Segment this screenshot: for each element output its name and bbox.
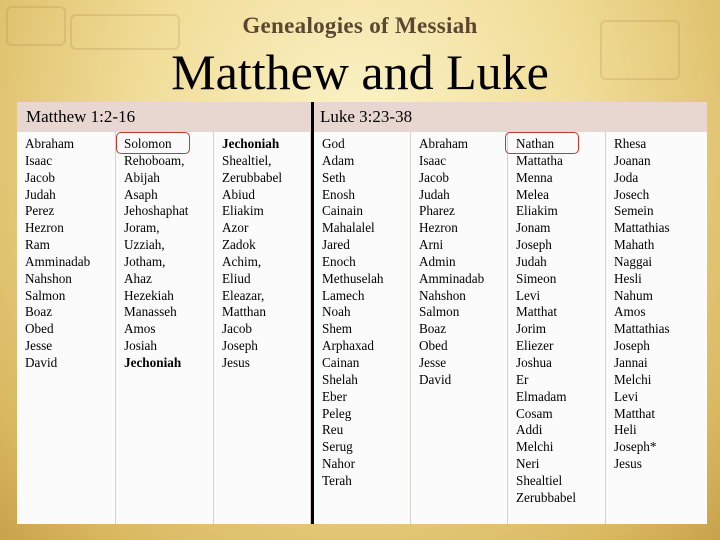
genealogy-name: Noah — [322, 304, 351, 320]
genealogy-name: Josiah — [124, 338, 157, 354]
genealogy-name: Cainan — [322, 354, 360, 370]
genealogy-name: Manasseh — [124, 304, 177, 320]
genealogy-name: Joda — [614, 169, 639, 185]
genealogy-name: Mattathias — [614, 220, 670, 236]
genealogy-name: Uzziah, — [124, 237, 165, 253]
slide-subtitle: Genealogies of Messiah — [242, 13, 478, 38]
genealogy-name: Boaz — [25, 304, 53, 320]
genealogy-name: Levi — [516, 287, 541, 303]
genealogy-name: Shem — [322, 321, 353, 337]
genealogy-name: Jacob — [419, 169, 450, 185]
genealogy-name: Amos — [614, 304, 646, 320]
genealogy-name: God — [322, 136, 345, 151]
genealogy-name: Zadok — [222, 237, 256, 253]
genealogy-name: Achim, — [222, 253, 262, 269]
matthew-column-1 — [17, 132, 116, 524]
genealogy-name: Jared — [322, 237, 350, 253]
genealogy-name: Mattatha — [516, 152, 563, 168]
genealogy-name: Judah — [516, 253, 547, 269]
genealogy-name: Levi — [614, 388, 639, 404]
genealogy-name: Nahor — [322, 456, 355, 472]
genealogy-name: Eber — [322, 388, 347, 404]
luke-column-3 — [508, 132, 606, 524]
matthew-column-2 — [116, 132, 214, 524]
genealogy-name: Rhesa — [614, 136, 647, 151]
genealogy-name: Eliakim — [516, 203, 558, 219]
highlight-solomon — [116, 132, 190, 154]
genealogy-name: Amminadab — [419, 270, 485, 286]
genealogy-name: Amminadab — [25, 253, 91, 269]
genealogy-name: Joseph — [516, 237, 552, 253]
genealogy-name: Joseph — [222, 338, 258, 354]
genealogy-name: Rehoboam, — [124, 152, 185, 168]
genealogy-name: Shealtiel, — [222, 152, 272, 168]
genealogy-name: Nahum — [614, 287, 653, 303]
genealogy-name: Isaac — [25, 152, 53, 168]
genealogy-name: Shealtiel — [516, 472, 563, 488]
genealogy-name: Jotham, — [124, 253, 166, 269]
genealogy-name: Jehoshaphat — [124, 203, 189, 219]
genealogy-name: Mattathias — [614, 321, 670, 337]
genealogy-name: Jesus — [614, 456, 642, 472]
genealogy-name: Admin — [419, 253, 456, 269]
genealogy-name: Salmon — [419, 304, 460, 320]
genealogy-name: Joanan — [614, 152, 651, 168]
genealogy-name: Boaz — [419, 321, 447, 337]
genealogy-name: Menna — [516, 169, 553, 185]
header-luke: Luke 3:23-38 — [320, 107, 413, 126]
genealogy-name: Simeon — [516, 270, 557, 286]
genealogy-name: Perez — [25, 203, 55, 219]
genealogy-name: Joseph* — [614, 439, 657, 455]
genealogy-name: Er — [516, 371, 529, 387]
genealogy-name: David — [419, 371, 452, 387]
genealogy-name: Obed — [419, 338, 448, 354]
genealogy-name: Pharez — [419, 203, 455, 219]
genealogy-name: Judah — [419, 186, 450, 202]
genealogy-name: Amos — [124, 321, 156, 337]
genealogy-name: Cosam — [516, 405, 553, 421]
genealogy-name: Abraham — [419, 136, 469, 151]
genealogy-name: Solomon — [124, 136, 172, 151]
genealogy-name: Jechoniah — [124, 354, 182, 370]
genealogy-name: Addi — [516, 422, 543, 438]
genealogy-name: David — [25, 354, 58, 370]
highlight-nathan — [505, 132, 579, 154]
genealogy-name: Reu — [322, 422, 344, 438]
genealogy-name: Methuselah — [322, 270, 384, 286]
genealogy-name: Jacob — [25, 169, 56, 185]
table-header-row — [17, 102, 707, 132]
genealogy-name: Josech — [614, 186, 650, 202]
genealogy-name: Hezekiah — [124, 287, 174, 303]
genealogy-name: Abraham — [25, 136, 75, 151]
genealogy-name: Matthat — [614, 405, 656, 421]
genealogy-name: Joseph — [614, 338, 650, 354]
genealogy-name: Hezron — [419, 220, 458, 236]
genealogy-name: Jesse — [419, 354, 447, 370]
luke-column-1 — [314, 132, 411, 524]
genealogy-name: Zerubbabel — [222, 169, 283, 185]
genealogy-name: Melchi — [614, 371, 652, 387]
genealogy-name: Cainain — [322, 203, 364, 219]
genealogy-name: Jesse — [25, 338, 53, 354]
genealogy-name: Matthat — [516, 304, 558, 320]
genealogy-name: Nahshon — [25, 270, 72, 286]
genealogy-name: Abiud — [222, 186, 255, 202]
genealogy-name: Arphaxad — [322, 338, 374, 354]
genealogy-name: Ram — [25, 237, 50, 253]
genealogy-name: Jorim — [516, 321, 547, 337]
genealogy-name: Jechoniah — [222, 136, 280, 151]
matthew-column-3 — [214, 132, 311, 524]
genealogy-name: Jesus — [222, 354, 250, 370]
genealogy-name: Eliud — [222, 270, 251, 286]
genealogy-name: Nathan — [516, 136, 555, 151]
genealogy-name: Abijah — [124, 169, 160, 185]
genealogy-name: Eliakim — [222, 203, 264, 219]
genealogy-name: Jacob — [222, 321, 253, 337]
genealogy-name: Enoch — [322, 253, 356, 269]
genealogy-name: Obed — [25, 321, 54, 337]
genealogy-name: Melchi — [516, 439, 554, 455]
genealogy-name: Isaac — [419, 152, 447, 168]
genealogy-name: Terah — [322, 472, 352, 488]
genealogy-name: Arni — [419, 237, 444, 253]
genealogy-name: Enosh — [322, 186, 355, 202]
gospel-divider-line — [311, 102, 314, 524]
genealogy-table — [17, 102, 707, 524]
genealogy-name: Asaph — [124, 186, 158, 202]
genealogy-name: Adam — [322, 152, 355, 168]
genealogy-name: Eliezer — [516, 338, 554, 354]
genealogy-name: Serug — [322, 439, 353, 455]
genealogy-name: Azor — [222, 220, 249, 236]
genealogy-name: Naggai — [614, 253, 653, 269]
genealogy-name: Seth — [322, 169, 346, 185]
luke-column-2 — [411, 132, 508, 524]
genealogy-name: Nahshon — [419, 287, 466, 303]
luke-column-4 — [606, 132, 707, 524]
genealogy-name: Jannai — [614, 354, 648, 370]
genealogy-name: Zerubbabel — [516, 489, 577, 505]
genealogy-name: Judah — [25, 186, 56, 202]
genealogy-name: Melea — [516, 186, 549, 202]
genealogy-name: Salmon — [25, 287, 66, 303]
header-matthew: Matthew 1:2-16 — [26, 107, 136, 126]
genealogy-name: Neri — [516, 456, 540, 472]
genealogy-name: Ahaz — [124, 270, 152, 286]
genealogy-name: Mahath — [614, 237, 655, 253]
genealogy-name: Joshua — [516, 354, 552, 370]
genealogy-name: Elmadam — [516, 388, 567, 404]
genealogy-name: Joram, — [124, 220, 160, 236]
genealogy-name: Semein — [614, 203, 654, 219]
genealogy-name: Jonam — [516, 220, 551, 236]
slide-title: Matthew and Luke — [171, 44, 549, 100]
genealogy-name: Shelah — [322, 371, 358, 387]
genealogy-name: Peleg — [322, 405, 352, 421]
genealogy-name: Eleazar, — [222, 287, 265, 303]
genealogy-name: Heli — [614, 422, 637, 438]
genealogy-name: Matthan — [222, 304, 266, 320]
genealogy-name: Hesli — [614, 270, 642, 286]
genealogy-name: Lamech — [322, 287, 365, 303]
genealogy-name: Mahalalel — [322, 220, 375, 236]
genealogy-name: Hezron — [25, 220, 64, 236]
